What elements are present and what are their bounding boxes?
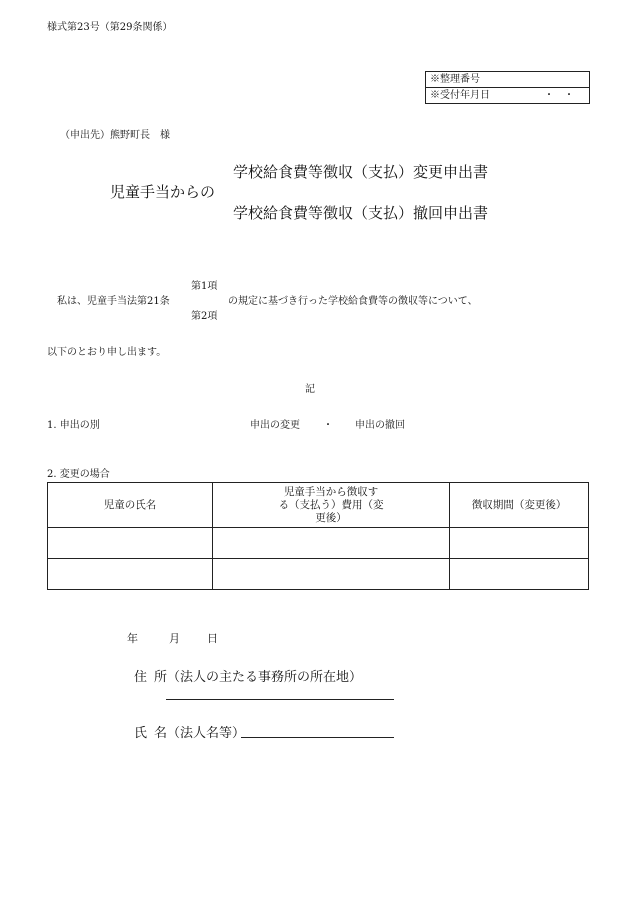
date-month: 月 <box>169 632 180 645</box>
section1-label: 1. 申出の別 <box>47 420 100 431</box>
option-change[interactable]: 申出の変更 <box>250 420 300 431</box>
option-separator: ・ <box>323 420 333 431</box>
cell-period[interactable] <box>450 528 589 559</box>
name-label-rest: 名（法人名等） <box>154 726 246 741</box>
header-fee: 児童手当から徴収す る（支払う）費用（変 更後） <box>212 483 449 528</box>
reception-number-row <box>426 72 589 87</box>
cell-fee[interactable] <box>212 559 449 590</box>
header-period: 徴収期間（変更後） <box>450 483 589 528</box>
paragraph-1-option: 第1項 <box>191 281 218 292</box>
body-closing: 以下のとおり申し出ます。 <box>47 347 167 358</box>
title-prefix: 児童手当からの <box>110 183 216 201</box>
body-rest: の規定に基づき行った学校給食費等の徴収等について、 <box>228 296 478 307</box>
change-table <box>47 482 589 590</box>
cell-period[interactable] <box>450 559 589 590</box>
form-number-label: 様式第23号（第29条関係） <box>47 22 173 33</box>
date-year: 年 <box>127 632 138 645</box>
table-header-row <box>48 483 589 528</box>
reception-date-row <box>426 87 589 103</box>
reception-number-label: ※整理番号 <box>430 74 480 85</box>
section2-label: 2. 変更の場合 <box>47 469 110 480</box>
name-label: 氏 <box>134 726 148 741</box>
address-label: 住 <box>134 670 148 685</box>
cell-fee[interactable] <box>212 528 449 559</box>
reception-date-label: ※受付年月日 <box>430 90 490 101</box>
name-underline[interactable] <box>241 737 394 738</box>
addressee: （申出先）熊野町長 様 <box>60 130 170 141</box>
address-label-rest: 所（法人の主たる事務所の所在地） <box>154 670 363 685</box>
cell-child-name[interactable] <box>48 528 213 559</box>
reception-box <box>425 71 590 104</box>
table-row <box>48 528 589 559</box>
title-option-change: 学校給食費等徴収（支払）変更申出書 <box>233 163 489 181</box>
ki-heading: 記 <box>305 384 315 395</box>
option-withdraw[interactable]: 申出の撤回 <box>355 420 405 431</box>
cell-child-name[interactable] <box>48 559 213 590</box>
paragraph-2-option: 第2項 <box>191 311 218 322</box>
table-row <box>48 559 589 590</box>
reception-date-dots: ・ ・ <box>544 90 574 101</box>
header-child-name: 児童の氏名 <box>48 483 213 528</box>
date-day: 日 <box>207 632 218 645</box>
address-underline[interactable] <box>166 699 394 700</box>
title-option-withdraw: 学校給食費等徴収（支払）撤回申出書 <box>233 204 489 222</box>
body-lead: 私は、児童手当法第21条 <box>57 296 170 307</box>
